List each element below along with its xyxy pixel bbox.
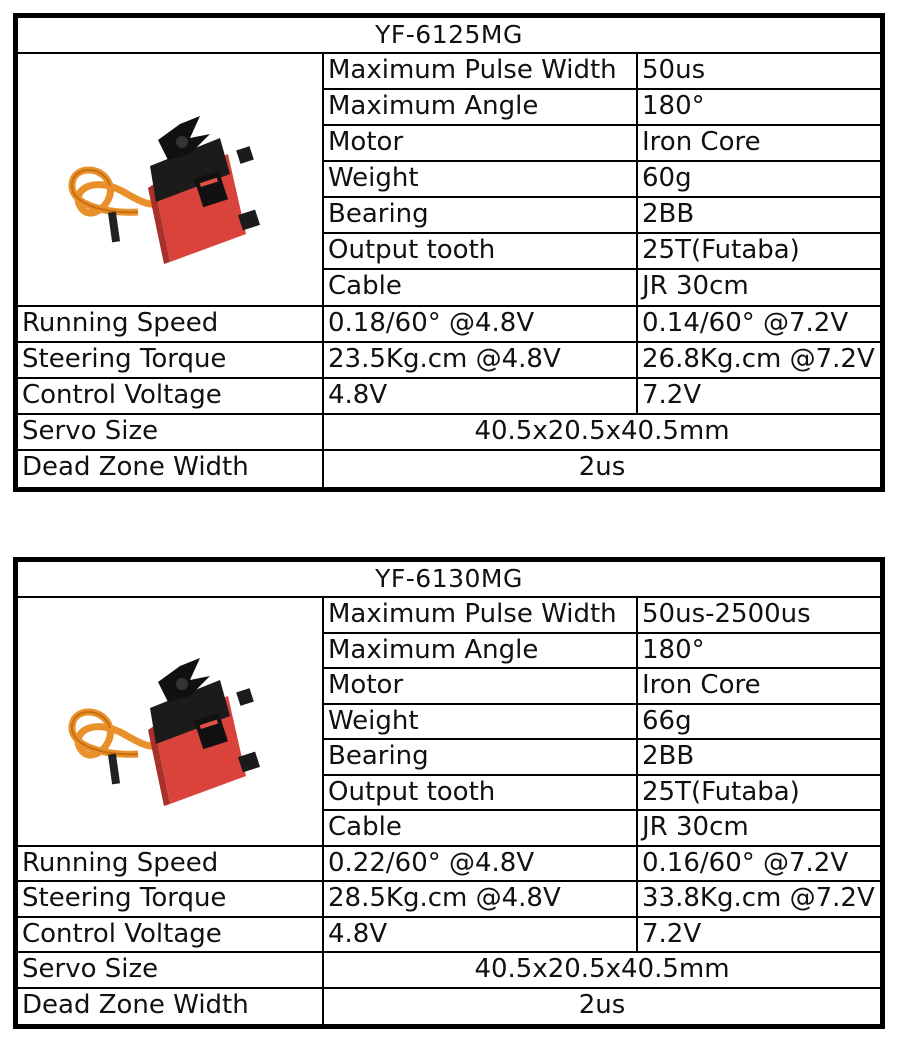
spec-table-2 [13,557,885,1029]
spec-label: Control Voltage [18,379,324,415]
spec-value-low: 4.8V [324,918,638,954]
spec-label: Cable [324,811,638,847]
spec-value: 2BB [638,198,880,234]
spec-table-1 [13,13,885,492]
spec-value-high: 7.2V [638,379,880,415]
spec-value: 66g [638,705,880,741]
spec-value: 180° [638,634,880,670]
spec-value: 50us [638,54,880,90]
spec-value-low: 28.5Kg.cm @4.8V [324,882,638,918]
spec-label: Weight [324,705,638,741]
spec-label: Bearing [324,740,638,776]
spec-value-high: 0.14/60° @7.2V [638,307,880,343]
spec-label: Steering Torque [18,343,324,379]
spec-label: Control Voltage [18,918,324,954]
spec-value-low: 0.22/60° @4.8V [324,847,638,883]
spec-value: 60g [638,162,880,198]
spec-value: 2us [578,451,626,482]
spec-value-high: 0.16/60° @7.2V [638,847,880,883]
spec-label: Dead Zone Width [18,451,324,487]
spec-label: Steering Torque [18,882,324,918]
servo-image-cell [18,598,324,847]
spec-label: Bearing [324,198,638,234]
spec-value: Iron Core [638,669,880,705]
spec-label: Cable [324,270,638,306]
spec-label: Weight [324,162,638,198]
spec-value: 40.5x20.5x40.5mm [324,415,880,451]
spec-value: 25T(Futaba) [638,234,880,270]
spec-value: JR 30cm [638,270,880,306]
servo-image [50,636,290,806]
spec-value-high: 7.2V [638,918,880,954]
spec-label: Running Speed [18,847,324,883]
spec-value-low: 23.5Kg.cm @4.8V [324,343,638,379]
spec-value-high: 26.8Kg.cm @7.2V [638,343,880,379]
spec-value: 50us-2500us [638,598,880,634]
spec-value: 40.5x20.5x40.5mm [324,953,880,989]
spec-value-low: 0.18/60° @4.8V [324,307,638,343]
spec-value: 180° [638,90,880,126]
spec-label: Motor [324,669,638,705]
servo-image-cell [18,54,324,307]
spec-label: Servo Size [18,953,324,989]
spec-label: Dead Zone Width [18,989,324,1025]
model-title: YF-6130MG [18,562,880,598]
spec-value: 2BB [638,740,880,776]
spec-label: Output tooth [324,776,638,812]
spec-value-low: 4.8V [324,379,638,415]
spec-label: Running Speed [18,307,324,343]
spec-value: Iron Core [638,126,880,162]
spec-value-high: 33.8Kg.cm @7.2V [638,882,880,918]
spec-value: JR 30cm [638,811,880,847]
spec-label: Motor [324,126,638,162]
spec-label: Maximum Angle [324,90,638,126]
spec-label: Servo Size [18,415,324,451]
spec-value: 2us [578,989,626,1020]
servo-image [50,94,290,264]
spec-label: Maximum Angle [324,634,638,670]
spec-label: Output tooth [324,234,638,270]
spec-label: Maximum Pulse Width [324,54,638,90]
model-title: YF-6125MG [18,18,880,54]
spec-label: Maximum Pulse Width [324,598,638,634]
spec-value: 25T(Futaba) [638,776,880,812]
